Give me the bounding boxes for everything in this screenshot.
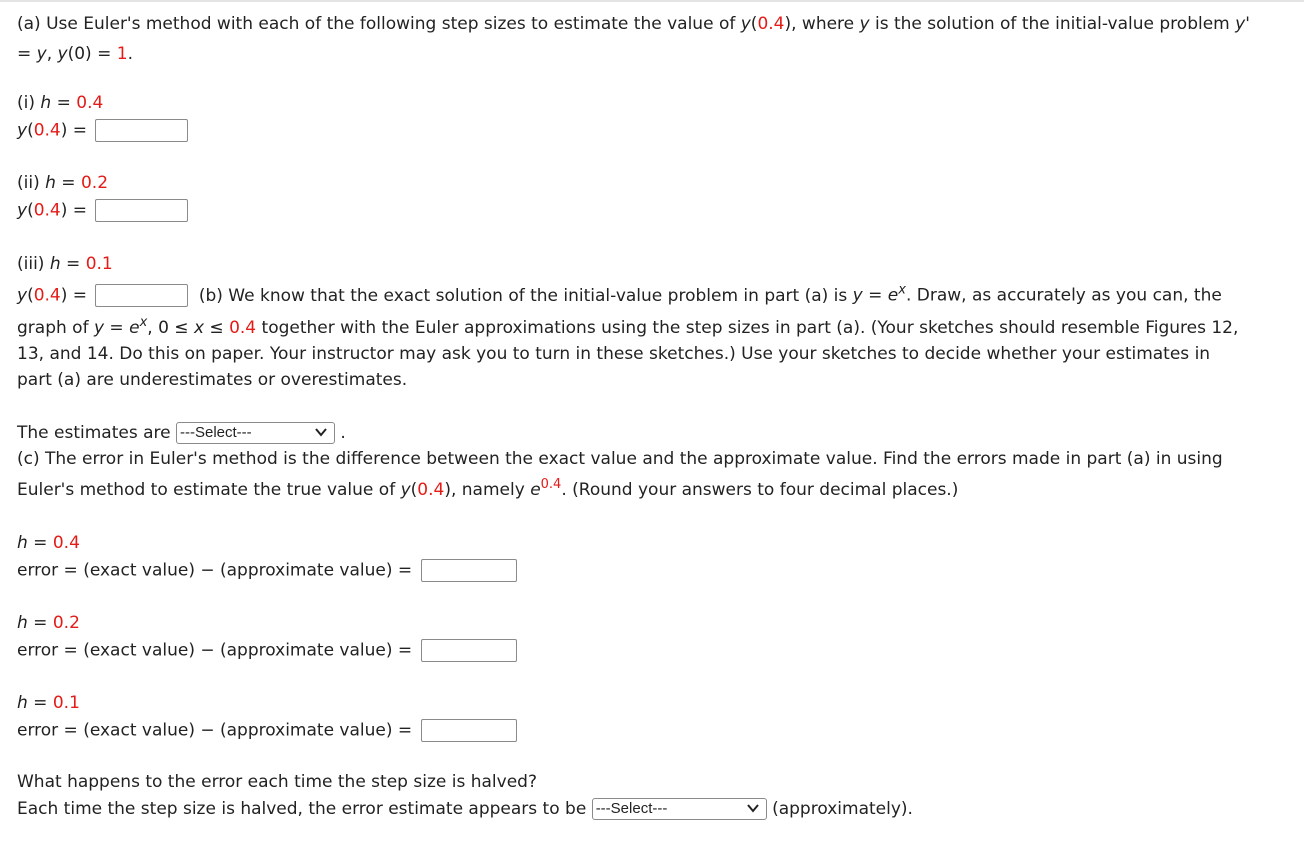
error-h04-label: h = 0.4	[17, 533, 80, 553]
error-h01-label: h = 0.1	[17, 693, 80, 713]
step-ii-answer-row: y(0.4) =	[17, 199, 188, 222]
top-divider	[0, 0, 1304, 2]
y-estimate-h01-input[interactable]	[95, 284, 188, 307]
step-i-label: (i) h = 0.4	[17, 93, 104, 113]
step-ii-label: (ii) h = 0.2	[17, 173, 109, 193]
error-h04-row: error = (exact value) − (approximate value) =	[17, 559, 517, 582]
error-h01-input[interactable]	[421, 719, 517, 742]
part-c-line2: Euler's method to estimate the true value of y(0.4), namely $e^{0.4}$. (Round your answers to four decimal places.)	[17, 477, 959, 500]
error-h02-row: error = (exact value) − (approximate value) =	[17, 639, 517, 662]
error-h02-input[interactable]	[421, 639, 517, 662]
part-c-line1: (c) The error in Euler's method is the difference between the exact value and the approximate value. Find the errors made in part (a) in using	[17, 449, 1223, 469]
part-a-intro-line1: (a) Use Euler's method with each of the following step sizes to estimate the value of y(0.4), where y is the solution of the initial-value problem y'	[17, 14, 1250, 34]
step-iii-label: (iii) h = 0.1	[17, 254, 113, 274]
estimates-select[interactable]: ---Select---	[176, 422, 335, 444]
error-h01-row: error = (exact value) − (approximate value) =	[17, 719, 517, 742]
part-a-intro-line2: = y, y(0) = 1.	[17, 44, 133, 64]
part-b-intro: (b) We know that the exact solution of the initial-value problem in part (a) is	[198, 285, 853, 306]
part-b-line4: part (a) are underestimates or overestimates.	[17, 370, 408, 390]
part-b-line3: 13, and 14. Do this on paper. Your instructor may ask you to turn in these sketches.) Use your sketches to decide whether your estimates in	[17, 344, 1211, 364]
chevron-down-icon	[314, 425, 328, 439]
halved-select[interactable]: ---Select---	[592, 798, 767, 820]
estimates-row: The estimates are ---Select--- .	[17, 423, 346, 443]
error-h04-input[interactable]	[421, 559, 517, 582]
step-i-answer-row: y(0.4) =	[17, 119, 188, 142]
halved-answer-row: Each time the step size is halved, the error estimate appears to be ---Select--- (approximately).	[17, 799, 913, 819]
halved-question: What happens to the error each time the step size is halved?	[17, 772, 537, 792]
y-estimate-h02-input[interactable]	[95, 199, 188, 222]
chevron-down-icon	[746, 801, 760, 815]
part-b-line2: graph of $y = e^x$, 0 ≤ x ≤ 0.4 together with the Euler approximations using the step sizes in part (a). (Your sketches should resemble Figures 12,	[17, 315, 1239, 338]
y-estimate-h04-input[interactable]	[95, 119, 188, 142]
error-h02-label: h = 0.2	[17, 613, 80, 633]
step-iii-answer-row: y(0.4) = (b) We know that the exact solution of the initial-value problem in part (a) is $y = e^x$. Draw, as accurately as you can, the	[17, 282, 1222, 306]
